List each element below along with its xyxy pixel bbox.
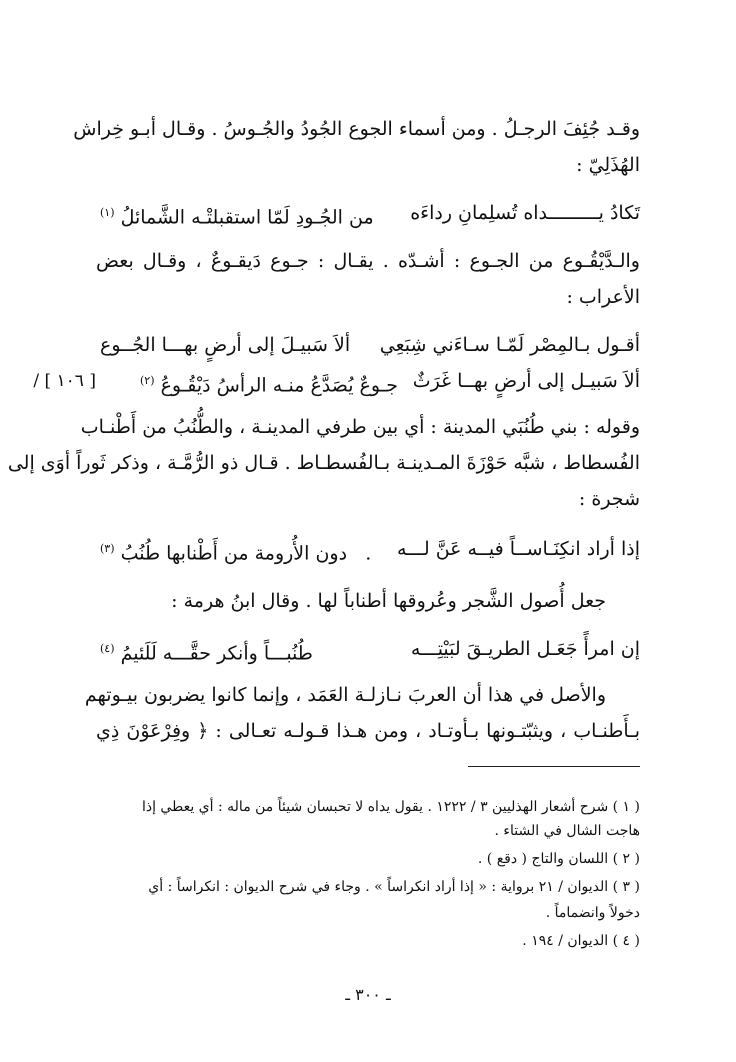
verse-2-second-hemistich: ألاَ سَبيـلَ إلى أرضٍ بهـــا الجُــوع [100, 334, 351, 356]
body-line-5: وقوله : بني طُنُبَي المدينة : أي بين طرفي المدينـة ، والطُّنُبُ من أَطْنـاب [80, 416, 640, 438]
verse-4-text: دون الأُرومة من أَطْنابها طُنُبُ [120, 542, 348, 565]
footnote-3-line-1: ( ٣ ) الديوان / ٢١ برواية : « إذا أراد انكراساً » . وجاء في شرح الديوان : انكراساً : أي [148, 879, 640, 895]
footnote-2: ( ٢ ) اللسان والتاج ( دقع ) . [477, 851, 640, 867]
footnote-marker-4: (٤) [100, 642, 115, 655]
body-line-4: الأعراب : [566, 286, 640, 308]
footnote-marker-1: (١) [100, 206, 115, 219]
verse-5-first-hemistich: إن امرأً جَعَـل الطريـقَ لبَيْتِـــه [410, 638, 640, 660]
verse-4-second-hemistich [100, 534, 371, 568]
body-line-7: شجرة : [578, 488, 640, 510]
footnote-3-line-2: دخولاً وانضماماً . [545, 905, 640, 921]
footnote-marker-2: (٢) [140, 374, 155, 387]
body-line-3: والـدَّيْقُـوع من الجـوع : أشـدّه . يقـال : جـوع دَيقـوعٌ ، وقـال بعض [96, 250, 640, 272]
footnote-separator [468, 766, 640, 767]
footnote-1-line-1: ( ١ ) شرح أشعار الهذليين ٣ / ١٢٢٢ . يقول يداه لا تحبسان شيئاً من ماله : أي يعطي إذا [141, 799, 640, 815]
body-line-2: الهُذَلِيّ : [576, 154, 640, 176]
body-line-10: بـأَطنـاب ، ويثبّتـونها بـأوتـاد ، ومن هـذا قـولـه تعـالى : ﴿ وفِرْعَوْنَ ذِي [96, 720, 640, 742]
verse-3-text: جـوعٌ يُصَدَّعُ منـه الرأسُ دَيْقُـوعُ [160, 374, 399, 397]
page-number: ـ ٣٠٠ ـ [345, 985, 391, 1004]
body-line-8: جعل أُصول الشَّجر وعُروقها أطناباً لها . وقال ابنُ هرمة : [171, 590, 606, 612]
footnote-1-line-2: هاجت الشال في الشتاء . [494, 823, 640, 839]
verse-5-second-hemistich [100, 634, 313, 668]
footnote-marker-3: (٣) [100, 542, 115, 555]
footnote-4: ( ٤ ) الديوان / ١٩٤ . [522, 933, 640, 949]
verse-1-first-hemistich: تَكادُ يـــــــــداه تُسلِمانِ رداءَه [410, 202, 640, 224]
verse-1-second-hemistich [100, 198, 374, 232]
verse-4-first-hemistich: إذا أراد انكِنَـاســاً فيــه عَنَّ لـــه [396, 538, 640, 560]
verse-3-second-hemistich [140, 366, 398, 400]
verse-3-first-hemistich: ألاَ سَبيـل إلى أرضٍ بهــا غَرَثٌ [412, 370, 640, 392]
body-line-6: الفُسطاط ، شبَّه حَوْزَةَ المـدينـة بـالفُسطـاط . قـال ذو الرُّمَّـة ، وذكر ثَوراً أوَى إلى [7, 452, 640, 474]
body-line-1: وقـد جُئِفَ الرجـلُ . ومن أسماء الجوع الجُودُ والجُـوسُ . وقـال أبـو خِراش [73, 118, 640, 140]
verse-5-text: طُنُبـــاً وأنكر حقَّـــه لَلَئيمُ [120, 642, 313, 665]
margin-page-note: [ ١٠٦ ] / [33, 371, 96, 391]
body-line-9: والأصل في هذا أن العربَ نـازلـة العَمَد ، وإنما كانوا يضربون بيـوتهم [84, 684, 606, 706]
verse-1-text: من الجُـودِ لَمّا استقبلتْـه الشَّمائلُ [120, 206, 374, 229]
verse-2-first-hemistich: أقـول بـالمِصْر لَمّـا سـاءَني شِبَعِي [379, 334, 640, 356]
verse-4-end-mark: . [365, 542, 372, 565]
